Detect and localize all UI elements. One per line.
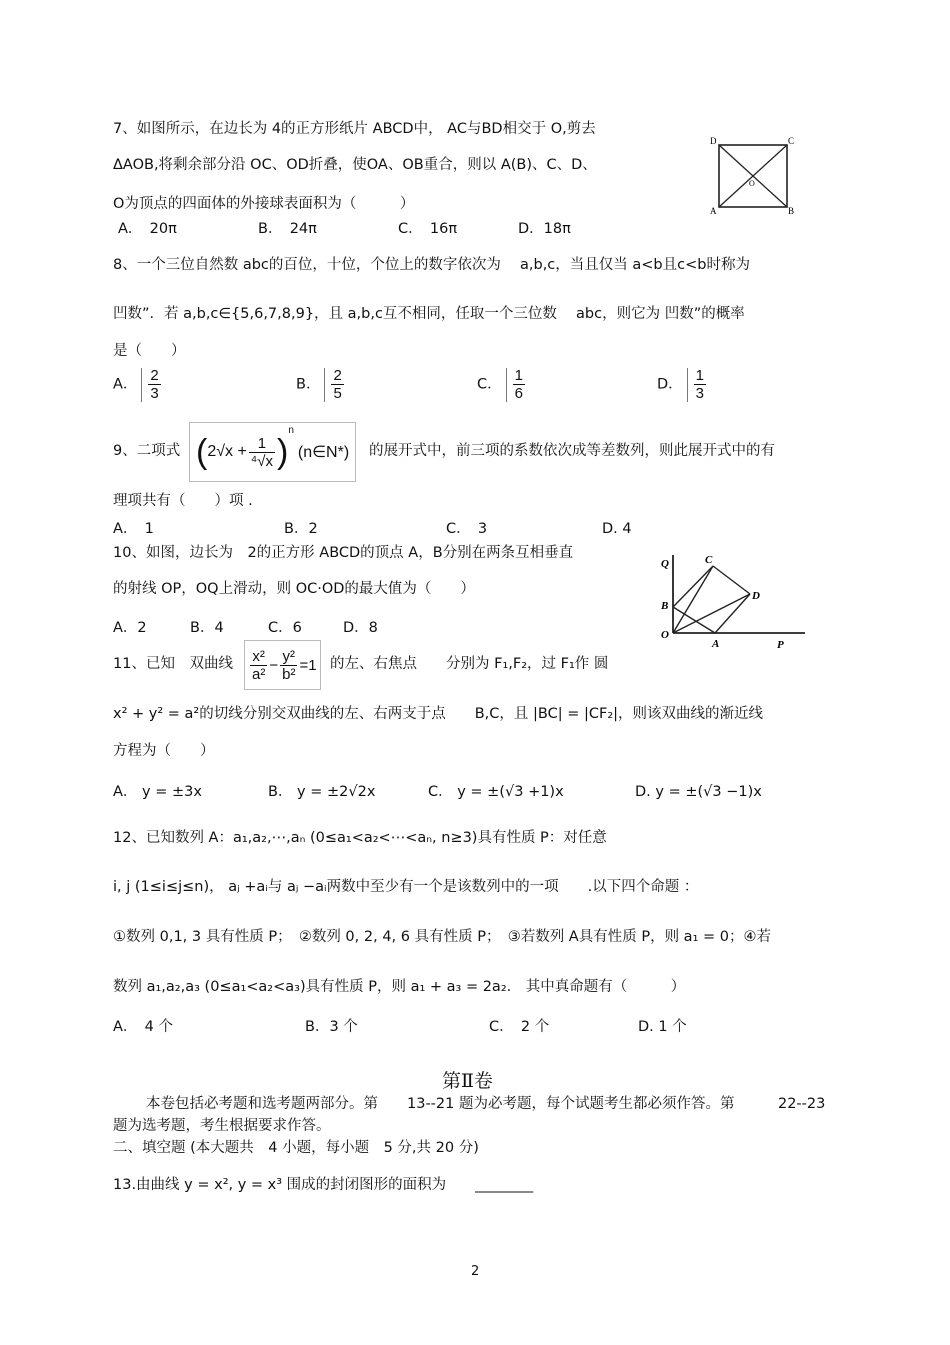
- q10-label-a: A: [712, 638, 720, 650]
- q9-prefix: 9、二项式: [113, 443, 181, 459]
- q7-label-a: A: [710, 206, 717, 216]
- q12-option-a: A． 4 个: [113, 1019, 174, 1035]
- q7-line3: O为顶点的四面体的外接球表面积为（ ）: [113, 196, 415, 212]
- q7-option-d: D．18π: [518, 221, 571, 237]
- q10-label-p: P: [777, 639, 784, 650]
- q9-option-b: B．2: [284, 521, 318, 537]
- q7-line2: ΔAOB,将剩余部分沿 OC、OD折叠，使OA、OB重合，则以 A(B)、C、D、: [113, 157, 597, 173]
- q11-hyperbola-equation: $\frac{\text{x²}}{\text{a²}}$ − $\frac{\text{y²}}{\text{b²}}$ =1: [244, 640, 321, 690]
- q10-label-d: D: [752, 590, 760, 602]
- q11-option-c: C． y = ±(√3 +1)x: [428, 784, 564, 800]
- fill-in-section-heading: 二、填空题 (本大题共 4 小题，每小题 5 分,共 20 分): [113, 1140, 479, 1156]
- q10-line1: 10、如图，边长为 2的正方形 ABCD的顶点 A，B分别在两条互相垂直: [113, 545, 574, 561]
- q10-line2: 的射线 OP，OQ上滑动，则 OC·OD的最大值为（ ）: [113, 581, 475, 597]
- q7-label-d: D: [710, 136, 717, 146]
- q11-line3: 方程为（ ）: [113, 743, 215, 759]
- q10-option-c: C．6: [268, 620, 302, 636]
- q9-line2: 理项共有（ ）项 .: [113, 493, 253, 509]
- q7-line1: 7、如图所示，在边长为 4的正方形纸片 ABCD中， AC与BD相交于 O,剪去: [113, 121, 596, 137]
- page-number: 2: [471, 1264, 480, 1279]
- q9-option-d: D. 4: [602, 521, 632, 537]
- q7-option-b: B． 24π: [258, 221, 317, 237]
- q9-binomial: ( 2√x + $\frac{1}{\text{⁴√x}}$ ) n (n∈N*): [189, 422, 356, 482]
- q11-option-d: D. y = ±(√3 −1)x: [635, 784, 762, 800]
- q9-option-a: A． 1: [113, 521, 154, 537]
- q11-line2: x² + y² = a²的切线分别交双曲线的左、右两支于点 B,C，且 |BC| = |CF₂|，则该双曲线的渐近线: [113, 706, 764, 722]
- q7-option-c: C． 16π: [398, 221, 458, 237]
- q10-label-o: O: [661, 629, 669, 641]
- q10-coordinate-figure: [655, 545, 815, 650]
- q7-label-b: B: [788, 206, 795, 216]
- q8-line1: 8、一个三位自然数 abc的百位，十位，个位上的数字依次为 a,b,c，当且仅当 a<b且c<b时称为: [113, 257, 750, 273]
- q7-square-figure: [700, 132, 800, 218]
- q9-option-c: C． 3: [446, 521, 488, 537]
- q12-line2: i, j (1≤i≤j≤n)， aⱼ +aᵢ与 aⱼ −aᵢ两数中至少有一个是该数列中的一项 .以下四个命题 ：: [113, 879, 699, 895]
- q8-option-c: C． $\frac{1}{6}$: [477, 367, 523, 402]
- q8-line3: 是（ ）: [113, 343, 186, 359]
- q12-line1: 12、已知数列 A：a₁,a₂,⋯,aₙ (0≤a₁<a₂<⋯<aₙ, n≥3)具有性质 P：对任意: [113, 830, 607, 846]
- q10-option-b: B．4: [190, 620, 224, 636]
- q12-option-d: D. 1 个: [638, 1019, 687, 1035]
- q11-option-a: A． y = ±3x: [113, 784, 202, 800]
- q8-option-a: A． $\frac{2}{3}$: [113, 367, 159, 402]
- q7-label-o: O: [749, 179, 755, 188]
- part-two-description-line2: 题为选考题，考生根据要求作答。: [113, 1118, 331, 1134]
- q13-line: 13.由曲线 y = x², y = x³ 围成的封闭图形的面积为 ________: [113, 1177, 534, 1193]
- q11-option-b: B． y = ±2√2x: [268, 784, 376, 800]
- q8-option-d: D． $\frac{1}{3}$: [657, 367, 705, 402]
- q10-label-b: B: [661, 600, 669, 612]
- q10-label-c: C: [705, 554, 713, 566]
- q10-label-q: Q: [661, 558, 669, 570]
- part-two-title: 第Ⅱ卷: [442, 1070, 493, 1092]
- q12-option-c: C． 2 个: [489, 1019, 550, 1035]
- q12-option-b: B．3 个: [305, 1019, 358, 1035]
- q11-prefix: 11、已知 双曲线: [113, 656, 233, 672]
- q11-post: 的左、右焦点 分别为 F₁,F₂，过 F₁作 圆: [330, 656, 609, 672]
- q8-option-b: B． $\frac{2}{5}$: [296, 367, 342, 402]
- part-two-description-line1: 本卷包括必考题和选考题两部分。第 13--21 题为必考题，每个试题考生都必须作答。第 22--23: [146, 1096, 826, 1112]
- q10-option-a: A．2: [113, 620, 147, 636]
- q8-line2: 凹数”．若 a,b,c∈{5,6,7,8,9}，且 a,b,c互不相同，任取一个三位数 abc，则它为 凹数”的概率: [113, 306, 745, 322]
- q7-option-a: A． 20π: [118, 221, 177, 237]
- q12-line4: 数列 a₁,a₂,a₃ (0≤a₁<a₂<a₃)具有性质 P，则 a₁ + a₃ = 2a₂． 其中真命题有（ ）: [113, 979, 686, 995]
- q10-option-d: D．8: [343, 620, 378, 636]
- q12-line3: ①数列 0,1, 3 具有性质 P； ②数列 0, 2, 4, 6 具有性质 P； ③若数列 A具有性质 P，则 a₁ = 0；④若: [113, 929, 771, 945]
- q7-label-c: C: [788, 136, 795, 146]
- q9-suffix: 的展开式中，前三项的系数依次成等差数列，则此展开式中的有: [369, 443, 775, 459]
